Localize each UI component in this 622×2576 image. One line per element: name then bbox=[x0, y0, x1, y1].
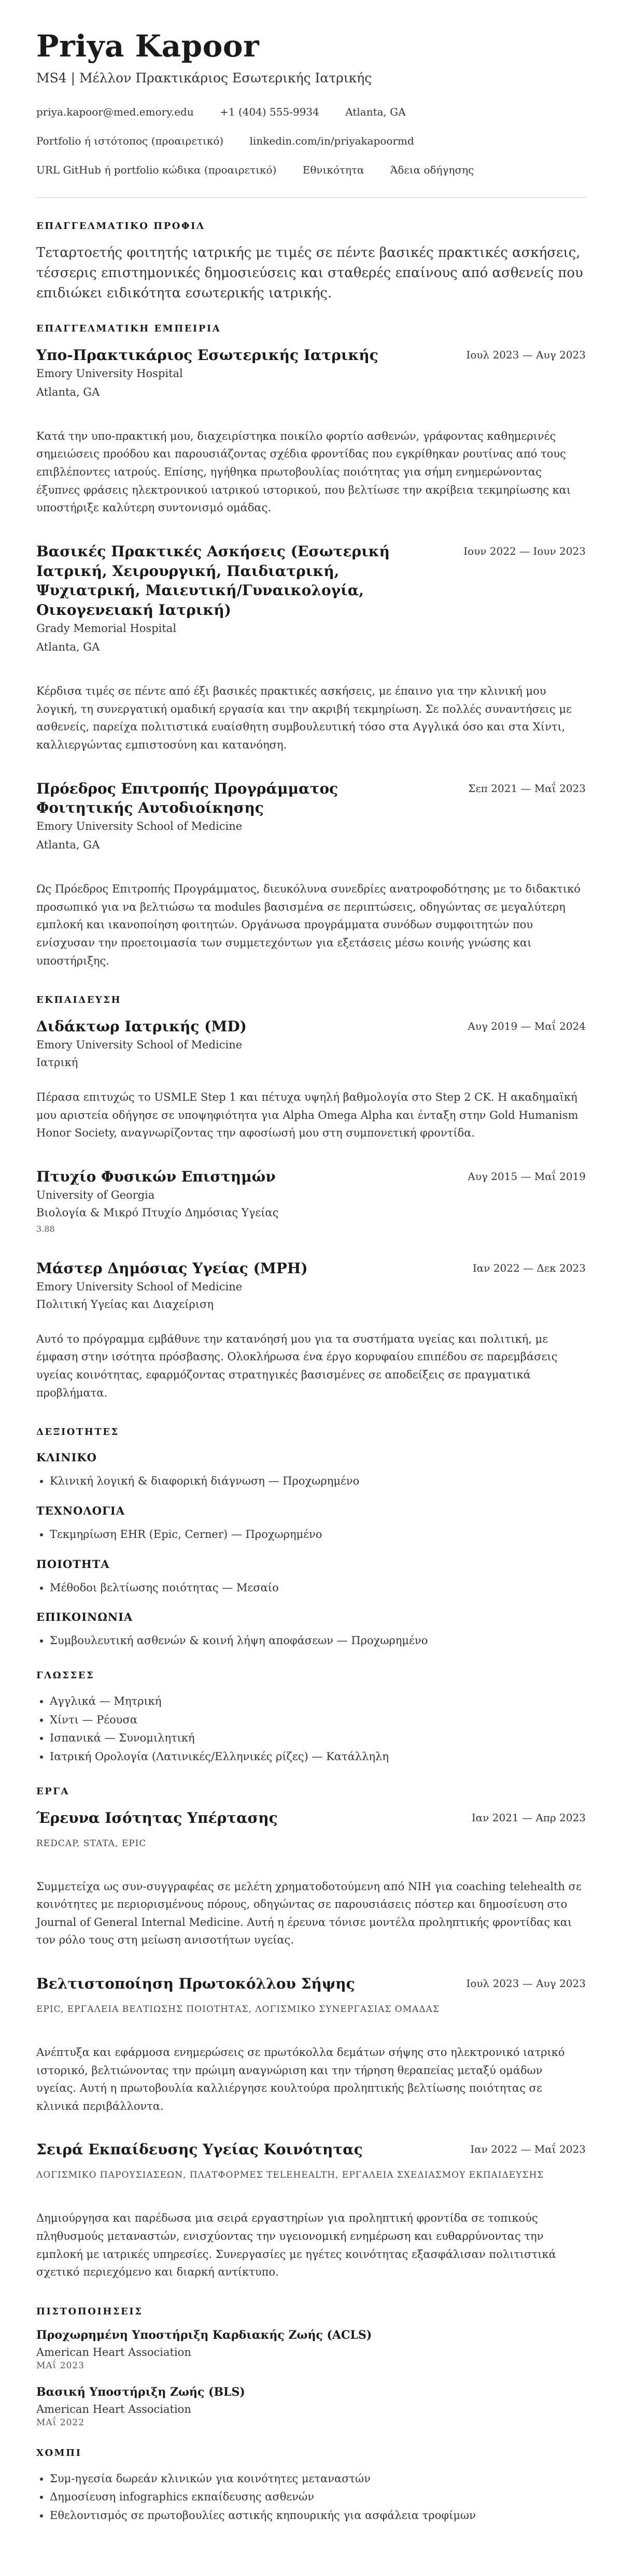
project-tech: EPIC, ΕΡΓΑΛΕΙΑ ΒΕΛΤΙΩΣΗΣ ΠΟΙΟΤΗΤΑΣ, ΛΟΓΙΣΜΙΚΟ ΣΥΝΕΡΓΑΣΙΑΣ ΟΜΑΔΑΣ bbox=[36, 2004, 440, 2014]
entry-location: Atlanta, GA bbox=[36, 839, 100, 852]
section-title: ΔΕΞΙΟΤΗΤΕΣ bbox=[36, 1427, 119, 1438]
entry-description: Πέρασα επιτυχώς το USMLE Step 1 και πέτυχα υψηλή βαθμολογία στο Step 2 CK. Η ακαδημαϊκή μου αριστεία οδήγησε σε υποψηφιότητα για Alpha Omega Alpha και ένταξη στην Gold Humanism Honor Society, αναγνωρίζοντας την αφοσίωσή μου στη συμπονετική φροντίδα. bbox=[36, 1091, 578, 1140]
project-tech: ΛΟΓΙΣΜΙΚΟ ΠΑΡΟΥΣΙΑΣΕΩΝ, ΠΛΑΤΦΟΡΜΕΣ TELEHEALTH, ΕΡΓΑΛΕΙΑ ΣΧΕΔΙΑΣΜΟΥ ΕΚΠΑΙΔΕΥΣΗΣ bbox=[36, 2170, 544, 2181]
certification-entry bbox=[36, 2328, 586, 2371]
profile-summary: Τεταρτοετής φοιτητής ιατρικής με τιμές σε πέντε βασικές πρακτικές ασκήσεις, τέσσερις επιστημονικές δημοσιεύσεις και σταθερές επαίνους από ασθενείς που επιδιώκει ειδικότητα εσωτερικής ιατρικής. bbox=[36, 244, 583, 301]
certification-name: Βασική Υποστήριξη Ζωής (BLS) bbox=[36, 2385, 245, 2399]
certifications-section bbox=[36, 2306, 586, 2428]
project-entry bbox=[36, 1974, 586, 2115]
entry-dates: Ιαν 2022 — Μαΐ 2023 bbox=[470, 2143, 586, 2156]
entry-location: Atlanta, GA bbox=[36, 640, 100, 653]
entry-dates: Αυγ 2019 — Μαΐ 2024 bbox=[468, 1020, 586, 1033]
contact-row-links bbox=[36, 134, 586, 148]
skill-list bbox=[36, 1579, 586, 1598]
language-item: • Ιατρική Ορολογία (Λατινικές/Ελληνικές ρίζες) — Κατάλληλη bbox=[50, 1748, 586, 1766]
skills-section bbox=[36, 1427, 586, 1650]
project-entry bbox=[36, 1808, 586, 1949]
projects-section bbox=[36, 1786, 586, 2281]
entry-title: Πρόεδρος Επιτροπής Προγράμματος Φοιτητικής Αυτοδιοίκησης bbox=[36, 780, 338, 817]
entry-field: Ιατρική bbox=[36, 1056, 78, 1069]
skill-category: ΚΛΙΝΙΚΟ bbox=[36, 1451, 97, 1464]
hobby-item: • Συμ-ηγεσία δωρεάν κλινικών για κοινότητες μεταναστών bbox=[50, 2470, 586, 2488]
entry-title: Πτυχίο Φυσικών Επιστημών bbox=[36, 1168, 276, 1186]
candidate-name: Priya Kapoor bbox=[36, 28, 260, 64]
experience-entry bbox=[36, 542, 586, 754]
contact-license: Άδεια οδήγησης bbox=[390, 163, 474, 176]
language-item: • Ισπανικά — Συνομιλητική bbox=[50, 1729, 586, 1748]
skill-category: ΤΕΧΝΟΛΟΓΙΑ bbox=[36, 1504, 125, 1517]
project-name: Σειρά Εκπαίδευσης Υγείας Κοινότητας bbox=[36, 2141, 363, 2158]
experience-entry bbox=[36, 779, 586, 970]
certification-date: ΜΑΐ 2023 bbox=[36, 2360, 85, 2371]
language-item: • Αγγλικά — Μητρική bbox=[50, 1692, 586, 1711]
contact-nationality: Εθνικότητα bbox=[302, 163, 364, 176]
contact-github[interactable]: URL GitHub ή portfolio κώδικα (προαιρετικό) bbox=[36, 163, 277, 176]
entry-gpa: 3.88 bbox=[36, 1224, 55, 1234]
entry-description: Κέρδισα τιμές σε πέντε από έξι βασικές πρακτικές ασκήσεις, με έπαινο για την κλινική μου λογική, τη συνεργατική ομαδική εργασία και την ακριβή τεκμηρίωση. Σε πολλές συναντήσεις με ασθενείς, παρείχα πολιτιστικά ευαίσθητη συμβουλευτική τόσο στα Αγγλικά όσο και στα Χίντι, καλλιεργώντας εμπιστοσύνη και κατανόηση. bbox=[36, 684, 572, 751]
entry-organization: Emory University School of Medicine bbox=[36, 820, 243, 833]
section-title: ΧΟΜΠΙ bbox=[36, 2447, 82, 2458]
entry-dates: Ιαν 2022 — Δεκ 2023 bbox=[472, 1261, 586, 1274]
certification-name: Προχωρημένη Υποστήριξη Καρδιακής Ζωής (ACLS) bbox=[36, 2328, 372, 2342]
contact-phone[interactable]: +1 (404) 555-9934 bbox=[220, 105, 319, 118]
entry-description: Κατά την υπο-πρακτική μου, διαχειρίστηκα ποικίλο φορτίο ασθενών, γράφοντας καθημερινές σημειώσεις προόδου και παρουσιάζοντας σχέδια φροντίδας που εγκρίθηκαν ρουτίνας από τους επιβλέποντες ιατρούς. Επίσης, ηγήθηκα πρωτοβουλίας ποιότητας για σήμη ενημερώνοντας έξυπνες φράσεις ηλεκτρονικού ιατρικού ιστορικού, που βελτίωσε την ακρίβεια τεκμηρίωσης και υποστήριξε καλύτερη συντονισμό ομάδας. bbox=[36, 429, 571, 514]
entry-title: Διδάκτωρ Ιατρικής (MD) bbox=[36, 1018, 247, 1035]
skill-item: • Μέθοδοι βελτίωσης ποιότητας — Μεσαίο bbox=[50, 1579, 586, 1598]
section-title: ΕΠΑΓΓΕΛΜΑΤΙΚΟ ΠΡΟΦΙΛ bbox=[36, 220, 205, 232]
entry-school: Emory University School of Medicine bbox=[36, 1280, 243, 1293]
entry-dates: Ιουν 2022 — Ιουν 2023 bbox=[463, 544, 586, 557]
hobby-item: • Δημοσίευση infographics εκπαίδευσης ασθενών bbox=[50, 2488, 586, 2507]
project-entry bbox=[36, 2140, 586, 2281]
hobby-item: • Εθελοντισμός σε πρωτοβουλίες αστικής κηπουρικής για ασφάλεια τροφίμων bbox=[50, 2507, 586, 2525]
header-divider bbox=[36, 197, 586, 198]
experience-section bbox=[36, 323, 586, 970]
entry-organization: Emory University Hospital bbox=[36, 367, 183, 380]
entry-field: Πολιτική Υγείας και Διαχείριση bbox=[36, 1298, 214, 1311]
entry-dates: Ιουλ 2023 — Αυγ 2023 bbox=[466, 348, 586, 361]
project-name: Βελτιστοποίηση Πρωτοκόλλου Σήψης bbox=[36, 1975, 355, 1993]
skill-list bbox=[36, 1632, 586, 1650]
education-section bbox=[36, 995, 586, 1402]
section-title: ΓΛΩΣΣΕΣ bbox=[36, 1670, 95, 1681]
project-name: Έρευνα Ισότητας Υπέρτασης bbox=[36, 1809, 278, 1826]
hobbies-section bbox=[36, 2448, 586, 2525]
entry-dates: Σεπ 2021 — Μαΐ 2023 bbox=[468, 782, 586, 795]
education-entry bbox=[36, 1167, 586, 1234]
skill-category: ΕΠΙΚΟΙΝΩΝΙΑ bbox=[36, 1610, 133, 1624]
entry-description: Αυτό το πρόγραμμα εμβάθυνε την κατανόησή μου για τα συστήματα υγείας και πολιτική, με έμφαση στην ισότητα πρόσβασης. Ολοκλήρωσα ένα έργο κορυφαίου επιπέδου σε παρεμβάσεις υγείας κοινότητας, εφαρμόζοντας στρατηγικές βασισμένες σε αποδείξεις σε πραγματικά προβλήματα. bbox=[36, 1332, 558, 1399]
entry-dates: Ιαν 2021 — Απρ 2023 bbox=[471, 1811, 586, 1824]
entry-dates: Ιουλ 2023 — Αυγ 2023 bbox=[466, 1977, 586, 1990]
contact-location: Atlanta, GA bbox=[345, 105, 406, 118]
skill-list bbox=[36, 1526, 586, 1544]
skill-item: • Συμβουλευτική ασθενών & κοινή λήψη αποφάσεων — Προχωρημένο bbox=[50, 1632, 586, 1650]
contact-email[interactable]: priya.kapoor@med.emory.edu bbox=[36, 105, 194, 118]
languages-section bbox=[36, 1670, 586, 1766]
contact-portfolio[interactable]: Portfolio ή ιστότοπος (προαιρετικό) bbox=[36, 134, 224, 147]
skill-item: • Τεκμηρίωση EHR (Epic, Cerner) — Προχωρημένο bbox=[50, 1526, 586, 1544]
section-title: ΕΚΠΑΙΔΕΥΣΗ bbox=[36, 995, 122, 1006]
skill-category: ΠΟΙΟΤΗΤΑ bbox=[36, 1557, 110, 1571]
contact-row-extra bbox=[36, 163, 586, 177]
education-entry bbox=[36, 1259, 586, 1402]
entry-description: Δημιούργησα και παρέδωσα μια σειρά εργαστηρίων για προληπτική φροντίδα σε τοπικούς πληθυσμούς μεταναστών, ενισχύοντας την υγειονομική ενημέρωση και ευθαρρύνοντας την εμπλοκή με ιατρικές υπηρεσίες. Συνεργασίες με ηγέτες κοινότητας εξασφάλισαν πολιτιστικά σχετικό περιεχόμενο και διαρκή αντίκτυπο. bbox=[36, 2212, 556, 2279]
entry-description: Ανέπτυξα και εφάρμοσα ενημερώσεις σε πρωτόκολλα δεμάτων σήψης στο ηλεκτρονικό ιατρικό ιστορικό, βελτιώνοντας την πρώιμη αναγνώριση και την τήρηση θεραπείας μεταξύ ομάδων υγείας. Αυτή η πρωτοβουλία καλλιέργησε κουλτούρα προληπτικής βελτίωσης ποιότητας σε κλινικά περιβάλλοντα. bbox=[36, 2046, 565, 2112]
certification-entry bbox=[36, 2385, 586, 2428]
contact-row-primary bbox=[36, 105, 586, 119]
entry-dates: Αυγ 2015 — Μαΐ 2019 bbox=[468, 1170, 586, 1183]
candidate-headline: MS4 | Μέλλον Πρακτικάριος Εσωτερικής Ιατρικής bbox=[36, 70, 372, 85]
language-item: • Χίντι — Ρέουσα bbox=[50, 1711, 586, 1730]
section-title: ΕΠΑΓΓΕΛΜΑΤΙΚΗ ΕΜΠΕΙΡΙΑ bbox=[36, 323, 221, 334]
entry-organization: Grady Memorial Hospital bbox=[36, 622, 177, 635]
entry-title: Μάστερ Δημόσιας Υγείας (MPH) bbox=[36, 1259, 308, 1277]
entry-school: University of Georgia bbox=[36, 1188, 155, 1201]
certification-org: American Heart Association bbox=[36, 2402, 191, 2415]
hobby-list bbox=[36, 2470, 586, 2525]
section-title: ΠΙΣΤΟΠΟΙΗΣΕΙΣ bbox=[36, 2306, 143, 2317]
entry-description: Συμμετείχα ως συν-συγγραφέας σε μελέτη χρηματοδοτούμενη από NIH για coaching telehealth σε κοινότητες με περιορισμένους πόρους, οδηγώντας σε παρουσιάσεις πόστερ και δημοσίευση στο Journal of General Internal Medicine. Αυτή η έρευνα τόνισε μοντέλα προληπτικής φροντίδας και τον ρόλο τους στη μείωση ανισοτήτων υγείας. bbox=[36, 1880, 582, 1947]
experience-entry bbox=[36, 346, 586, 517]
entry-description: Ως Πρόεδρος Επιτροπής Προγράμματος, διευκόλυνα συνεδρίες ανατροφοδότησης με το διδακτικό προσωπικό για να βελτιώσω τα modules βασισμένα σε περιπτώσεις, οδηγώντας σε μεγαλύτερη εμπλοκή και ικανοποίηση φοιτητών. Οργάνωσα προγράμματα συνόδων συμφοιτητών που ενίσχυσαν την προετοιμασία των συμμετεχόντων για εξετάσεις μέσω κοινής γνώσης και υποστήριξης. bbox=[36, 883, 581, 967]
section-title: ΕΡΓΑ bbox=[36, 1786, 69, 1797]
entry-title: Υπο-Πρακτικάριος Εσωτερικής Ιατρικής bbox=[36, 346, 378, 364]
skill-item: • Κλινική λογική & διαφορική διάγνωση — Προχωρημένο bbox=[50, 1472, 586, 1491]
profile-section bbox=[36, 221, 586, 304]
certification-org: American Heart Association bbox=[36, 2345, 191, 2358]
contact-linkedin[interactable]: linkedin.com/in/priyakapoormd bbox=[249, 134, 414, 147]
entry-field: Βιολογία & Μικρό Πτυχίο Δημόσιας Υγείας bbox=[36, 1206, 279, 1219]
education-entry bbox=[36, 1017, 586, 1142]
entry-school: Emory University School of Medicine bbox=[36, 1039, 243, 1052]
project-tech: REDCAP, STATA, EPIC bbox=[36, 1838, 147, 1849]
skill-list bbox=[36, 1472, 586, 1491]
certification-date: ΜΑΐ 2022 bbox=[36, 2417, 85, 2428]
entry-location: Atlanta, GA bbox=[36, 385, 100, 398]
entry-title: Βασικές Πρακτικές Ασκήσεις (Εσωτερική Ιατρική, Χειρουργική, Παιδιατρική, Ψυχιατρική, Μαιευτική/Γυναικολογία, Οικογενειακή Ιατρική) bbox=[36, 542, 390, 619]
language-list bbox=[36, 1692, 586, 1766]
